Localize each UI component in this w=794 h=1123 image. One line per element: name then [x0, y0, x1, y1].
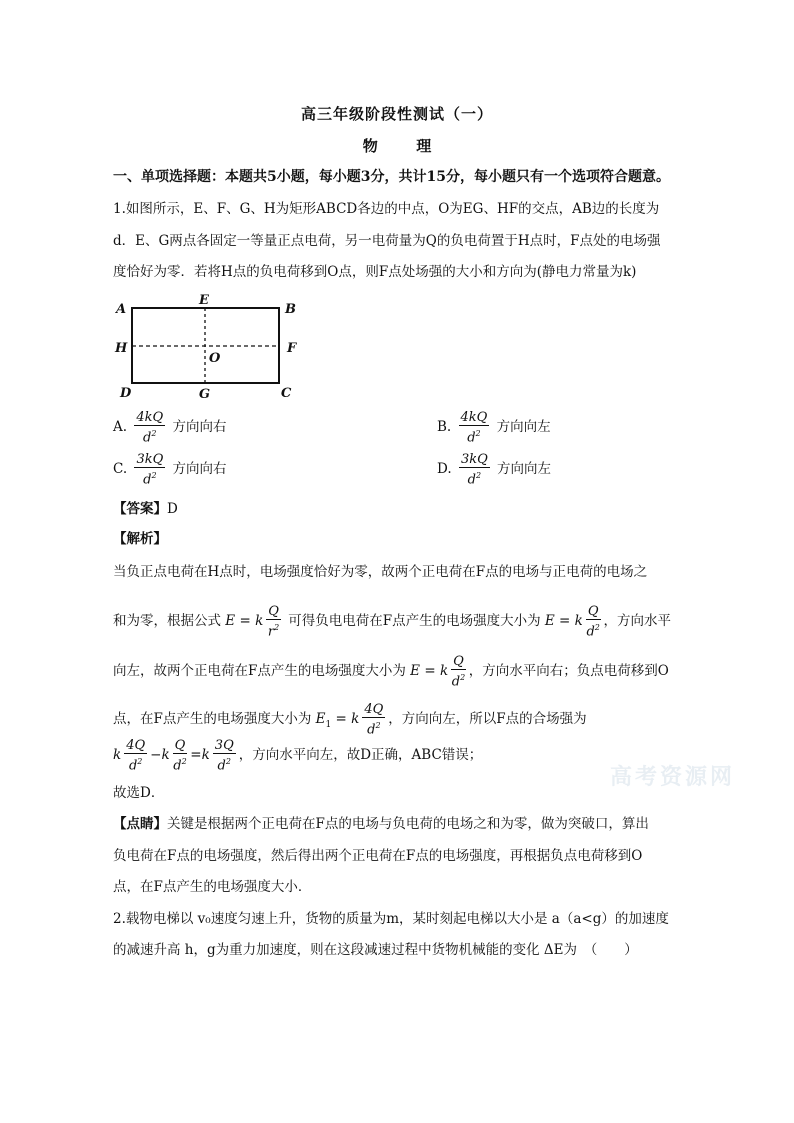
option-c-letter: C. [113, 461, 128, 478]
point-line-1: 【点睛】关键是根据两个正电荷在F点的电场与负电荷的电场之和为零，做为突破口，算出 [113, 816, 649, 832]
option-d[interactable] [437, 452, 551, 487]
subject-title [0, 135, 794, 156]
option-b-fraction: $\frac{4kQ}{d^2}$ [460, 410, 488, 446]
option-d-direction: 方向向左 [497, 461, 552, 478]
answer-line [113, 497, 178, 517]
option-a-letter: A. [113, 419, 128, 436]
q1-text-line-1: 1.如图所示，E、F、G、H为矩形ABCD各边的中点，O为EG、HF的交点，AB边的长度为 [113, 201, 660, 217]
subject-char-1: 物 [362, 137, 378, 155]
label-c: C [281, 386, 292, 401]
option-b[interactable] [437, 410, 551, 445]
page-title: 高三年级阶段性测试（一） [300, 105, 493, 123]
analysis-line-3: 向左，故两个正电荷在F点产生的电场强度大小为 E = k $\frac{Q}{d^2}$ ，方向水平向右；负点电荷移到O [113, 654, 669, 690]
label-b: B [285, 302, 296, 317]
analysis-line-5: k $\frac{4Q}{d^2}$ −k $\frac{Q}{d^2}$ =k $\frac{3Q}{d^2}$ ，方向水平向左，故D正确，ABC错误； [113, 738, 483, 774]
label-e: E [199, 293, 209, 308]
analysis-line-6: 故选D． [113, 785, 165, 801]
analysis-label: 【解析】 [113, 531, 167, 547]
watermark: 高考资源网 [610, 764, 736, 790]
analysis-line-1: 当负正点电荷在H点时，电场强度恰好为零，故两个正电荷在F点的电场与正电荷的电场之 [113, 564, 648, 580]
point-line-2: 负电荷在F点的电场强度，然后得出两个正电荷在F点的电场强度，再根据负点电荷移到O [113, 848, 643, 864]
option-c[interactable] [113, 452, 227, 487]
label-d: D [120, 386, 132, 401]
option-a[interactable] [113, 410, 226, 445]
q2-text-line-2: 的减速升高 h，g为重力加速度，则在这段减速过程中货物机械能的变化 ΔE为 （ ） [113, 942, 638, 958]
option-c-fraction: $\frac{3kQ}{d^2}$ [136, 452, 164, 488]
option-a-fraction: $\frac{4kQ}{d^2}$ [136, 410, 164, 446]
option-d-letter: D. [437, 461, 452, 478]
subject-char-2: 理 [416, 137, 432, 155]
q1-text-line-3: 度恰好为零．若将H点的负电荷移到O点，则F点处场强的大小和方向为(静电力常量为k) [113, 264, 637, 280]
q1-text-line-2: d．E、G两点各固定一等量正点电荷，另一电荷量为Q的负电荷置于H点时，F点处的电场强 [113, 233, 661, 249]
q2-text-line-1: 2.载物电梯以 v₀速度匀速上升，货物的质量为m，某时刻起电梯以大小是 a（a<g）的加速度 [113, 911, 669, 927]
label-f: F [287, 341, 297, 356]
option-b-direction: 方向向左 [496, 419, 551, 436]
point-label: 【点睛】 [113, 816, 167, 832]
option-a-direction: 方向向右 [172, 419, 227, 436]
section-heading: 一、单项选择题：本题共5小题，每小题3分，共计15分，每小题只有一个选项符合题意。 [113, 169, 670, 185]
label-g: G [199, 387, 211, 402]
label-a: A [116, 302, 127, 317]
rectangle-diagram [113, 292, 313, 404]
answer-label: 【答案】 [113, 501, 167, 517]
analysis-line-4: 点，在F点产生的电场强度大小为 $E_1 = k$ $\frac{4Q}{d^2}$ ，方向向左，所以F点的合场强为 [113, 702, 587, 738]
option-c-direction: 方向向右 [172, 461, 227, 478]
analysis-line-2: 和为零，根据公式 E = k $\frac{Q}{r^2}$ 可得负电电荷在F点产生的电场强度大小为 E = k $\frac{Q}{d^2}$ ，方向水平 [113, 604, 672, 640]
label-o: O [209, 351, 221, 366]
point-line-3: 点，在F点产生的电场强度大小． [113, 879, 312, 895]
option-d-fraction: $\frac{3kQ}{d^2}$ [460, 452, 488, 488]
option-b-letter: B. [437, 419, 452, 436]
answer-value: D [167, 501, 178, 517]
label-h: H [115, 341, 128, 356]
